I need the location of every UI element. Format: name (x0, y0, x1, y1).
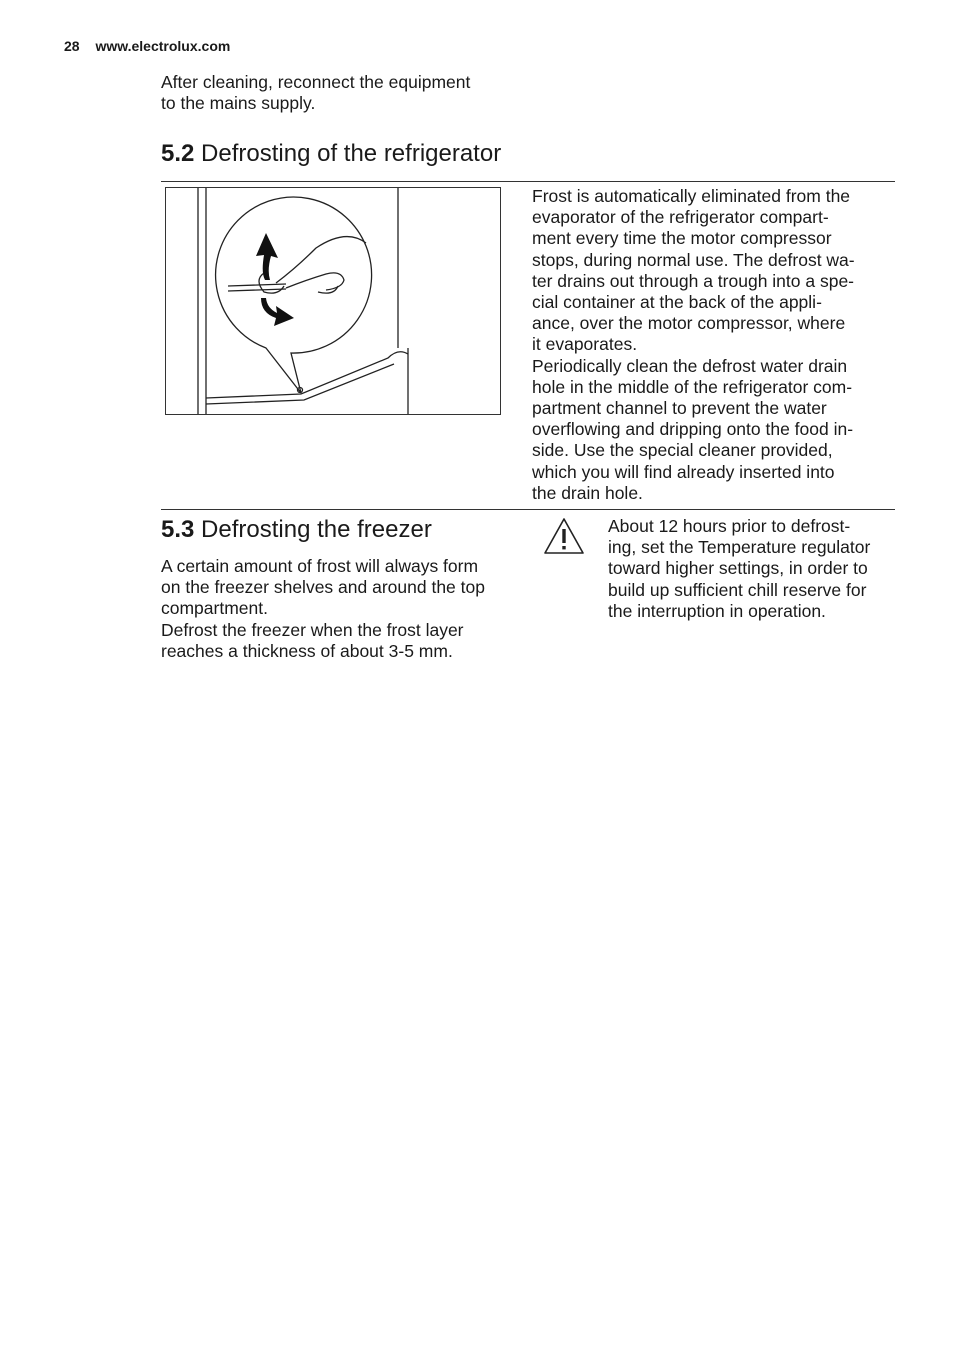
text-line: Frost is automatically eliminated from the (532, 186, 851, 206)
section-divider (161, 509, 895, 510)
text-line: ance, over the motor compressor, where (532, 313, 846, 334)
text-line: ter drains out through a trough into a spe- (532, 270, 855, 291)
section-5-3-heading (161, 516, 432, 544)
text-line: side. Use the special cleaner provided, (532, 440, 833, 461)
text-line: the interruption in operation. (608, 600, 826, 621)
section-number: 5.2 (161, 140, 195, 167)
section-divider (161, 181, 895, 182)
text-line: ing, set the Temperature regulator (608, 537, 871, 558)
text-line: the drain hole. (532, 482, 643, 503)
warning-text (608, 516, 898, 622)
section-title: Defrosting of the refrigerator (201, 140, 502, 167)
text-line: Defrost the freezer when the frost layer (161, 619, 464, 640)
paragraph-defrost-when (161, 620, 521, 662)
text-line: build up sufficient chill reserve for (608, 579, 867, 600)
text-line: compartment. (161, 598, 268, 619)
text-line: About 12 hours prior to defrost- (608, 516, 851, 536)
page-header (64, 38, 230, 54)
paragraph-auto-defrost (532, 186, 894, 356)
paragraph-frost-forms (161, 556, 521, 620)
text-line: which you will find already inserted into (532, 461, 835, 482)
section-5-2-heading (161, 140, 501, 168)
warning-triangle-icon (543, 517, 585, 555)
text-line: toward higher settings, in order to (608, 558, 868, 579)
section-title: Defrosting the freezer (201, 516, 432, 543)
text-line: overflowing and dripping onto the food in- (532, 419, 854, 440)
text-line: A certain amount of frost will always form (161, 556, 479, 576)
text-line: hole in the middle of the refrigerator com- (532, 376, 853, 397)
section-number: 5.3 (161, 516, 195, 543)
text-line: reaches a thickness of about 3-5 mm. (161, 640, 453, 661)
text-line: ment every time the motor compressor (532, 228, 832, 249)
paragraph-clean-drain (532, 356, 894, 504)
paragraph-warning (608, 516, 898, 622)
intro-line: to the mains supply. (161, 93, 316, 113)
intro-line: After cleaning, reconnect the equipment (161, 72, 471, 92)
section-5-3-text (161, 556, 521, 662)
text-line: cial container at the back of the appli- (532, 292, 822, 313)
text-line: partment channel to prevent the water (532, 398, 827, 419)
text-line: stops, during normal use. The defrost wa- (532, 249, 855, 270)
drain-cleaning-drawing (166, 188, 500, 414)
page-number: 28 (64, 38, 80, 54)
text-line: Periodically clean the defrost water drain (532, 355, 848, 376)
website-link[interactable]: www.electrolux.com (95, 38, 231, 54)
section-5-2-text (532, 186, 894, 504)
text-line: evaporator of the refrigerator compart- (532, 207, 829, 228)
defrost-drain-illustration (165, 187, 501, 415)
intro-text (161, 72, 521, 114)
text-line: it evaporates. (532, 334, 638, 355)
text-line: on the freezer shelves and around the top (161, 577, 485, 598)
